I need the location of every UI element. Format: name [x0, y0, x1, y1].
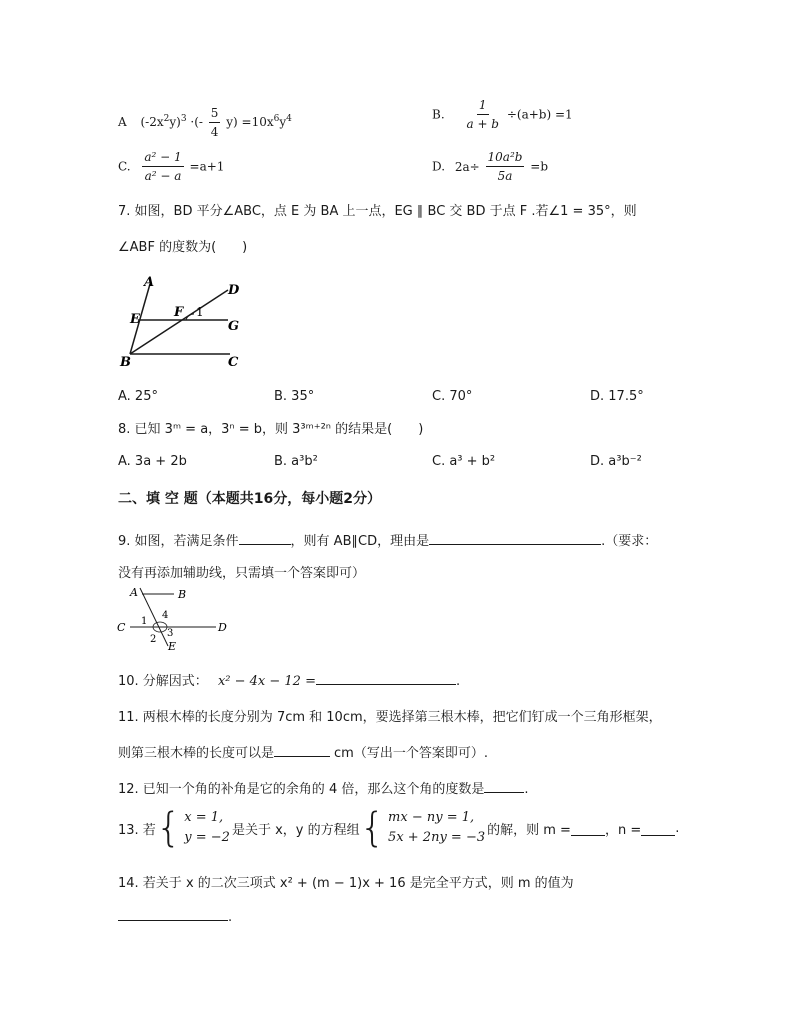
q13-system-2: { mx − ny = 1, 5x + 2ny = −3	[359, 805, 486, 851]
q8-option-a: A. 3a + 2b	[118, 454, 187, 469]
q13-stem: 13. 若 { x = 1, y = −2 是关于 x，y 的方程组 { mx − ny = 1, 5x + 2ny = −3 的解，则 m = ，n = .	[118, 805, 680, 851]
q6-option-d: D. 2a÷ $\frac{\text{10a²b}}{5a}$ =b	[432, 150, 549, 183]
q14-answer-line: .	[118, 906, 232, 925]
fig7-label-c: C	[228, 355, 239, 370]
q7-figure	[118, 272, 258, 372]
fig9-label-a: A	[130, 586, 138, 599]
q10-blank[interactable]	[316, 670, 456, 685]
q6-option-a: A $(-2x^2y)^3$ ·(- $\frac{5}{4}$ $y) =10x^6y^4$	[118, 106, 292, 139]
q7-stem-line2: ∠ABF 的度数为( )	[118, 240, 248, 255]
q9-figure	[116, 584, 240, 654]
q12-stem: 12. 已知一个角的补角是它的余角的 4 倍，那么这个角的度数是 .	[118, 778, 528, 797]
fig9-label-c: C	[117, 621, 126, 634]
q13-blank-m[interactable]	[571, 821, 605, 836]
fig7-angle-1: 1	[196, 305, 204, 319]
q10-stem: 10. 分解因式： x² − 4x − 12 = .	[118, 670, 460, 689]
q9-stem-line2: 没有再添加辅助线，只需填一个答案即可）	[118, 566, 366, 581]
fig7-label-a: A	[144, 275, 155, 290]
fig9-angle-4: 4	[162, 610, 169, 621]
q6-option-c: C. $\frac{\text{a² − 1}}{\text{a² − a}}$ =a+1	[118, 150, 225, 183]
fig7-label-b: B	[120, 355, 131, 370]
fig7-label-f: F	[174, 305, 184, 320]
fig9-label-d: D	[218, 621, 227, 634]
q7-option-a: A. 25°	[118, 389, 158, 404]
fig9-angle-3: 3	[167, 628, 174, 639]
q11-stem-line2: 则第三根木棒的长度可以是 cm（写出一个答案即可）.	[118, 742, 488, 761]
q12-blank[interactable]	[484, 778, 524, 793]
q11-stem-line1: 11. 两根木棒的长度分别为 7cm 和 10cm，要选择第三根木棒，把它们钉成一个三角形框架，	[118, 710, 662, 725]
q9-stem-line1: 9. 如图，若满足条件 ，则有 AB∥CD，理由是 .（要求：	[118, 530, 657, 549]
q13-system-1: { x = 1, y = −2	[155, 805, 230, 851]
q8-option-d: D. a³b⁻²	[590, 454, 642, 469]
q7-option-d: D. 17.5°	[590, 389, 644, 404]
fig7-label-d: D	[228, 283, 240, 298]
q9-blank-reason[interactable]	[429, 530, 601, 545]
fig7-label-e: E	[130, 312, 140, 327]
q7-stem-line1: 7. 如图，BD 平分∠ABC，点 E 为 BA 上一点，EG ∥ BC 交 BD 于点 F .若∠1 = 35°，则	[118, 204, 637, 219]
q7-option-b: B. 35°	[274, 389, 315, 404]
q8-option-b: B. a³b²	[274, 454, 318, 469]
fig9-angle-2: 2	[150, 634, 157, 645]
q13-blank-n[interactable]	[641, 821, 675, 836]
q7-option-c: C. 70°	[432, 389, 473, 404]
fig9-angle-1: 1	[141, 616, 148, 627]
fig7-label-g: G	[228, 319, 240, 334]
section-2-heading: 二、填 空 题（本题共16分，每小题2分）	[118, 491, 381, 507]
q8-option-c: C. a³ + b²	[432, 454, 496, 469]
q6-option-b: B. $\frac{1}{a + b}$ ÷(a+b) =1	[432, 98, 573, 131]
q11-blank[interactable]	[274, 742, 330, 757]
fig9-label-b: B	[178, 588, 187, 601]
q14-stem: 14. 若关于 x 的二次三项式 x² + (m − 1)x + 16 是完全平方式，则 m 的值为	[118, 876, 574, 891]
fig9-label-e: E	[168, 640, 177, 653]
q9-blank-condition[interactable]	[239, 530, 291, 545]
q14-blank[interactable]	[118, 906, 228, 921]
q8-stem: 8. 已知 3ᵐ = a，3ⁿ = b，则 3³ᵐ⁺²ⁿ 的结果是( )	[118, 422, 424, 437]
